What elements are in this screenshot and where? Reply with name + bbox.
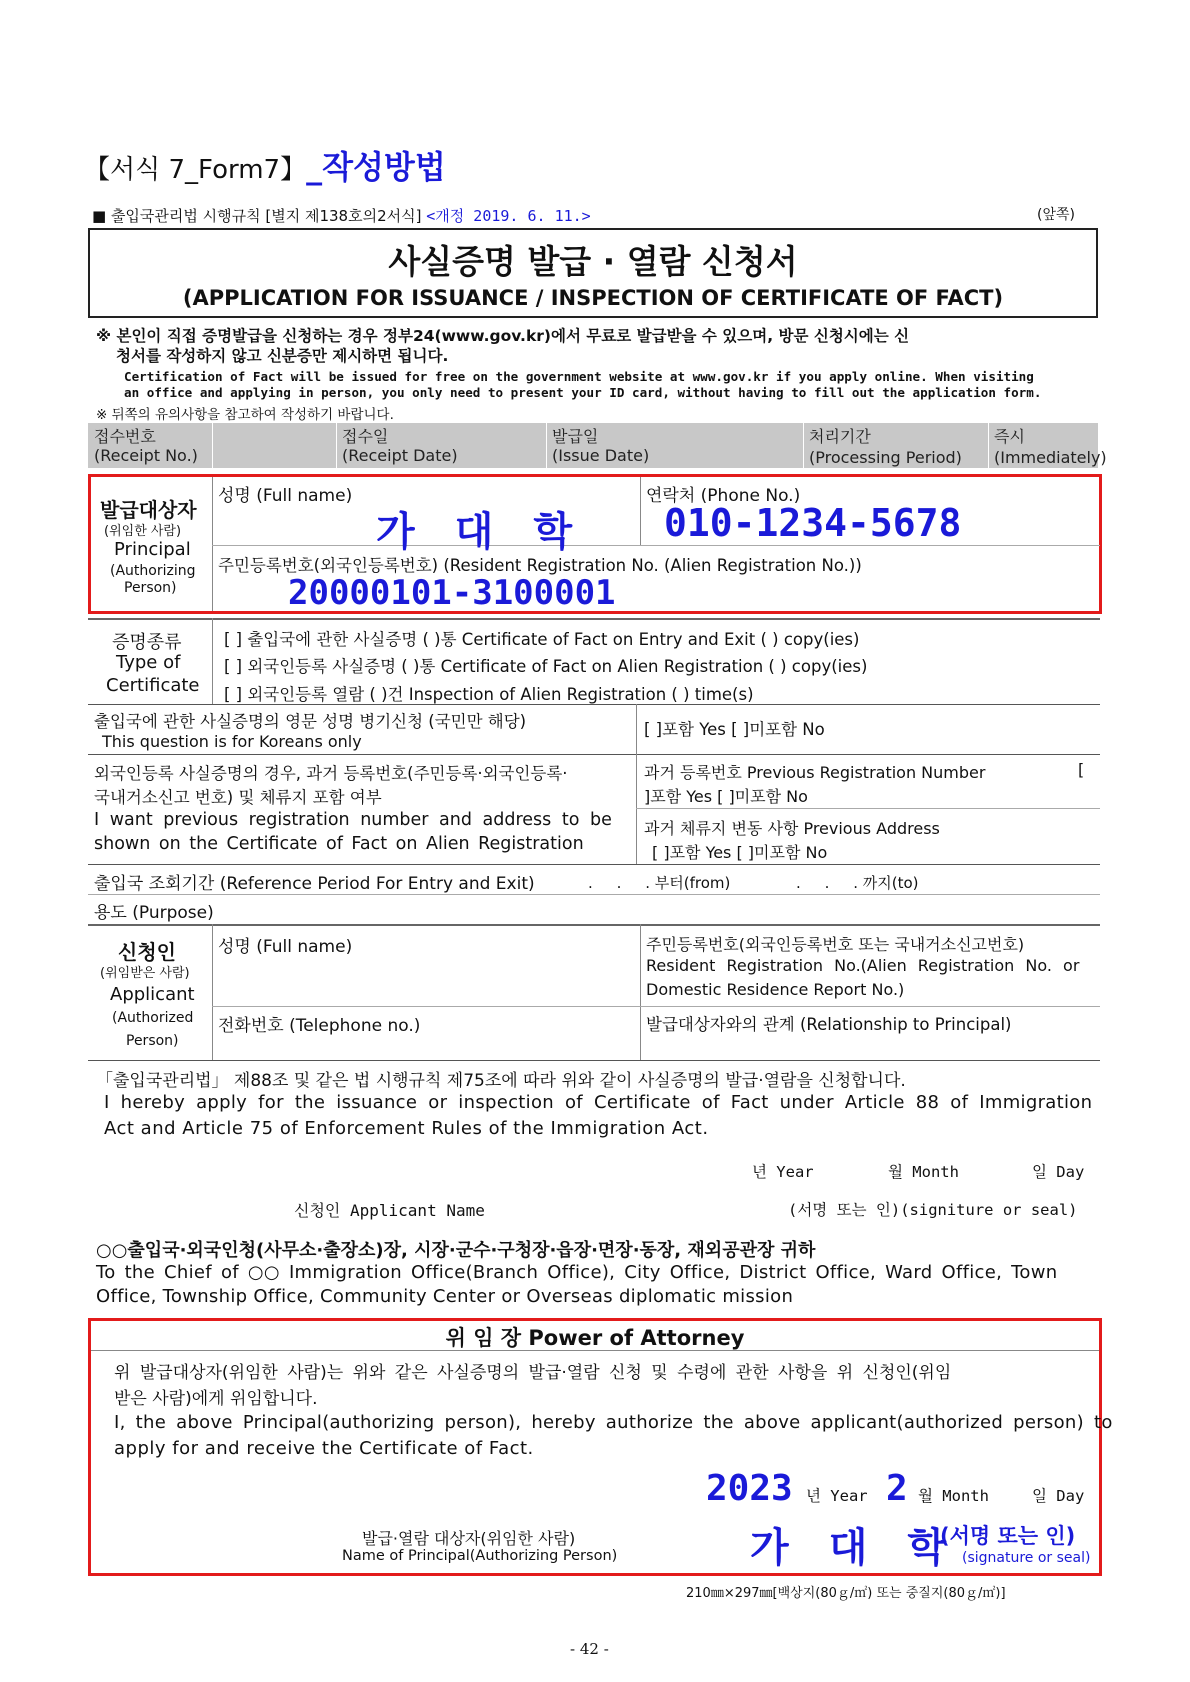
prev-address-answer[interactable]: [ ]포함 Yes [ ]미포함 No [652,843,828,862]
form-id: 【서식 7_Form7】 [84,155,307,185]
poa-year-value: 2023 [706,1468,793,1509]
applicant-label-en-sub2: Person) [126,1033,179,1049]
processing-label: 처리기간 [809,427,871,446]
applicant-reg-label1: 주민등록번호(외국인등록번호 또는 국내거소신고번호) [646,935,1025,954]
paper-size-note: 210㎜×297㎜[백상지(80ｇ/㎡) 또는 중질지(80ｇ/㎡)] [686,1586,1006,1601]
notice-en-1: Certification of Fact will be issued for free on the government website at www.gov.kr if you apply online. When visiting [124,369,1034,384]
prev-reg-question-ko1: 외국인등록 사실증명의 경우, 과거 등록번호(주민등록·외국인등록· [94,764,568,783]
principal-label-en: Principal [114,539,191,560]
poa-signed-name: 가 대 학 [750,1525,955,1571]
principal-label-ko: 발급대상자 [100,498,197,522]
immediate-en: (Immediately) [994,448,1107,467]
applicant-relation-label: 발급대상자와의 관계 (Relationship to Principal) [646,1015,1012,1034]
form-title-line [84,142,446,188]
addressee-en1: To the Chief of ○○ Immigration Office(Branch Office), City Office, District Office, Ward Office, Town [96,1262,1058,1283]
regulation-line [92,205,591,226]
poa-month-label: 월 Month [918,1487,989,1505]
notice-ko-1: ※ 본인이 직접 증명발급을 신청하는 경우 정부24(www.gov.kr)에서 무료로 발급받을 수 있으며, 방문 신청시에는 신 [96,327,910,345]
notice-en-2: an office and applying in person, you only need to present your ID card, without having to fill out the application form. [124,385,1042,400]
revision: <개정 2019. 6. 11.> [426,207,591,225]
poa-en1: I, the above Principal(authorizing person), hereby authorize the above applicant(authorized person) to [114,1412,1113,1433]
applicant-reg-label3: Domestic Residence Report No.) [646,980,905,999]
receipt-date-en: (Receipt Date) [342,446,458,465]
cert-option-inspection[interactable]: [ ] 외국인등록 열람 ( )건 Inspection of Alien Registration ( ) time(s) [224,685,754,704]
declaration-year: 년 Year [752,1163,814,1181]
notice-ko-2: 청서를 작성하지 않고 신분증만 제시하면 됩니다. [116,347,449,365]
poa-principal-label-ko: 발급·열람 대상자(위임한 사람) [362,1529,576,1548]
declaration-en1: I hereby apply for the issuance or inspection of Certificate of Fact under Article 88 of Immigration [104,1092,1093,1113]
declaration-en2: Act and Article 75 of Enforcement Rules of the Immigration Act. [104,1118,709,1139]
notice-refer: ※ 뒤쪽의 유의사항을 참고하여 작성하기 바랍니다. [96,407,394,423]
regulation: ■ 출입국관리법 시행규칙 [별지 제138호의2서식] [92,207,422,225]
page-number: - 42 - [570,1640,609,1658]
english-name-note: This question is for Koreans only [102,732,362,751]
declaration-sign: (서명 또는 인)(signiture or seal) [788,1201,1078,1219]
principal-name-label: 성명 (Full name) [218,486,353,506]
processing-en: (Processing Period) [809,448,962,467]
declaration-applicant-name: 신청인 Applicant Name [294,1201,485,1220]
period-label: 출입국 조회기간 (Reference Period For Entry and Exit) [94,874,535,894]
applicant-name-label: 성명 (Full name) [218,937,353,957]
issue-date-label: 발급일 [552,427,599,446]
principal-phone-value: 010-1234-5678 [664,501,962,545]
title-box [88,228,1098,318]
purpose-label: 용도 (Purpose) [94,903,214,923]
period-to[interactable]: . . . 까지(to) [796,874,919,892]
poa-day-label: 일 Day [1032,1487,1085,1505]
poa-month-value: 2 [886,1468,908,1509]
form-suffix: _작성방법 [306,148,446,186]
principal-reg-value: 20000101-3100001 [288,573,616,613]
applicant-label-sub: (위임받은 사람) [100,966,190,981]
declaration-ko: 「출입국관리법」 제88조 및 같은 법 시행규칙 제75조에 따라 위와 같이 사실증명의 발급·열람을 신청합니다. [96,1071,906,1091]
poa-ko1: 위 발급대상자(위임한 사람)는 위와 같은 사실증명의 발급·열람 신청 및 수령에 관한 사항을 위 신청인(위임 [114,1363,952,1383]
prev-reg-number-answer[interactable]: ]포함 Yes [ ]미포함 No [644,787,808,806]
prev-reg-number-bracket: [ [1078,760,1085,779]
title-en: (APPLICATION FOR ISSUANCE / INSPECTION OF CERTIFICATE OF FACT) [182,286,1004,310]
applicant-label-ko: 신청인 [118,940,176,964]
poa-year-label: 년 Year [806,1487,868,1505]
prev-reg-number-label: 과거 등록번호 Previous Registration Number [644,763,986,782]
issue-date-en: (Issue Date) [552,446,650,465]
poa-sign-en: (signature or seal) [962,1550,1091,1566]
immediate-label: 즉시 [994,427,1025,446]
prev-reg-question-ko2: 국내거소신고 번호) 및 체류지 포함 여부 [94,788,382,807]
receipt-no-label: 접수번호 [94,427,156,446]
poa-title: 위 임 장 Power of Attorney [445,1326,745,1350]
applicant-label-en-sub1: (Authorized [112,1010,194,1026]
title-ko: 사실증명 발급 · 열람 신청서 [388,242,798,281]
addressee-ko: ○○출입국·외국인청(사무소·출장소)장, 시장·군수·구청장·읍장·면장·동장, 재외공관장 귀하 [96,1240,816,1261]
poa-en2: apply for and receive the Certificate of Fact. [114,1438,534,1459]
poa-ko2: 받은 사람)에게 위임합니다. [114,1389,318,1409]
cert-type-label-ko: 증명종류 [112,632,182,653]
prev-reg-question-en2: shown on the Certificate of Fact on Alien Registration [94,834,584,854]
cert-type-label-en2: Certificate [106,675,200,696]
applicant-tel-label: 전화번호 (Telephone no.) [218,1016,421,1036]
declaration-month: 월 Month [888,1163,959,1181]
cert-option-entry-exit[interactable]: [ ] 출입국에 관한 사실증명 ( )통 Certificate of Fact on Entry and Exit ( ) copy(ies) [224,630,860,649]
addressee-en2: Office, Township Office, Community Center or Overseas diplomatic mission [96,1286,794,1307]
prev-address-label: 과거 체류지 변동 사항 Previous Address [644,819,940,838]
applicant-reg-label2: Resident Registration No.(Alien Registration No. or [646,956,1080,975]
cert-type-label-en1: Type of [116,652,181,673]
poa-principal-label-en: Name of Principal(Authorizing Person) [342,1548,618,1564]
period-from[interactable]: . . . 부터(from) [588,874,731,892]
receipt-date-label: 접수일 [342,427,389,446]
principal-label-en-sub2: Person) [124,580,177,596]
english-name-answer[interactable]: [ ]포함 Yes [ ]미포함 No [644,720,825,739]
principal-name-value: 가 대 학 [376,509,581,555]
english-name-question: 출입국에 관한 사실증명의 영문 성명 병기신청 (국민만 해당) [94,712,527,731]
principal-label-sub: (위임한 사람) [104,524,182,539]
receipt-no-en: (Receipt No.) [94,446,198,465]
prev-reg-question-en1: I want previous registration number and address to be [94,810,612,830]
principal-phone-label: 연락처 (Phone No.) [646,486,801,506]
page-side: (앞쪽) [1037,207,1075,223]
principal-reg-label: 주민등록번호(외국인등록번호) (Resident Registration No. (Alien Registration No.)) [218,556,862,575]
poa-sign-ko: (서명 또는 인) [940,1524,1076,1548]
principal-label-en-sub1: (Authorizing [110,563,196,579]
declaration-day: 일 Day [1032,1163,1085,1181]
cert-option-alien-reg[interactable]: [ ] 외국인등록 사실증명 ( )통 Certificate of Fact on Alien Registration ( ) copy(ies) [224,657,868,676]
applicant-label-en: Applicant [110,984,195,1005]
